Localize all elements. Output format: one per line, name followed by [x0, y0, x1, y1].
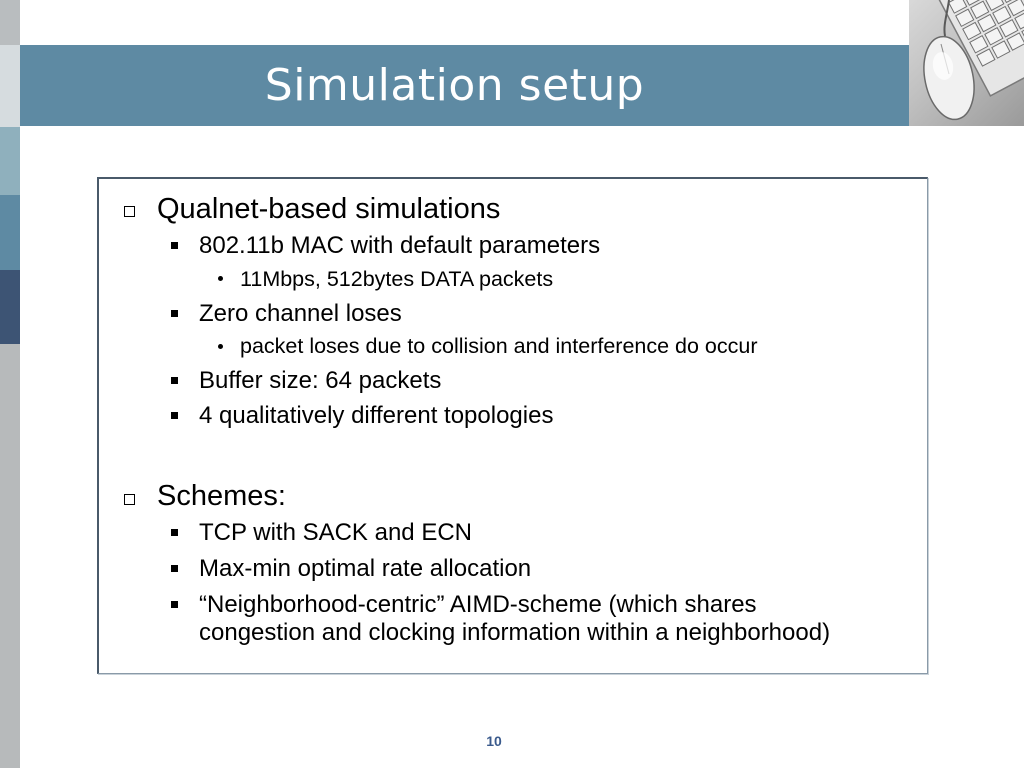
square-bullet-icon	[171, 377, 178, 384]
content-box	[97, 177, 928, 674]
dot-bullet-icon	[218, 276, 223, 281]
list-item: “Neighborhood-centric” AIMD-scheme (which shares	[199, 591, 757, 618]
strip-segment	[0, 195, 20, 270]
list-item-continuation: congestion and clocking information within a neighborhood)	[199, 619, 831, 646]
square-bullet-icon	[171, 529, 178, 536]
strip-segment	[0, 270, 20, 344]
strip-segment	[0, 344, 20, 768]
list-item: TCP with SACK and ECN	[199, 519, 472, 546]
keyboard-mouse-photo	[909, 0, 1024, 126]
list-item: Buffer size: 64 packets	[199, 367, 442, 394]
square-bullet-icon	[171, 242, 178, 249]
square-bullet-icon	[171, 565, 178, 572]
slide-title: Simulation setup	[264, 60, 645, 111]
list-item: 4 qualitatively different topologies	[199, 402, 554, 429]
square-bullet-icon	[171, 412, 178, 419]
square-bullet-icon	[171, 601, 178, 608]
list-item: 802.11b MAC with default parameters	[199, 232, 601, 259]
square-outline-bullet-icon	[124, 206, 135, 217]
left-color-strip	[0, 0, 20, 768]
dot-bullet-icon	[218, 344, 223, 349]
list-item: Max-min optimal rate allocation	[199, 555, 532, 582]
square-outline-bullet-icon	[124, 494, 135, 505]
page-number: 10	[486, 733, 502, 749]
list-item: Zero channel loses	[199, 300, 402, 327]
section-heading: Qualnet-based simulations	[157, 193, 501, 225]
strip-segment	[0, 0, 20, 45]
section-heading: Schemes:	[157, 480, 286, 512]
list-item: packet loses due to collision and interference do occur	[240, 334, 758, 358]
square-bullet-icon	[171, 310, 178, 317]
list-item: 11Mbps, 512bytes DATA packets	[240, 267, 554, 291]
strip-segment	[0, 127, 20, 195]
